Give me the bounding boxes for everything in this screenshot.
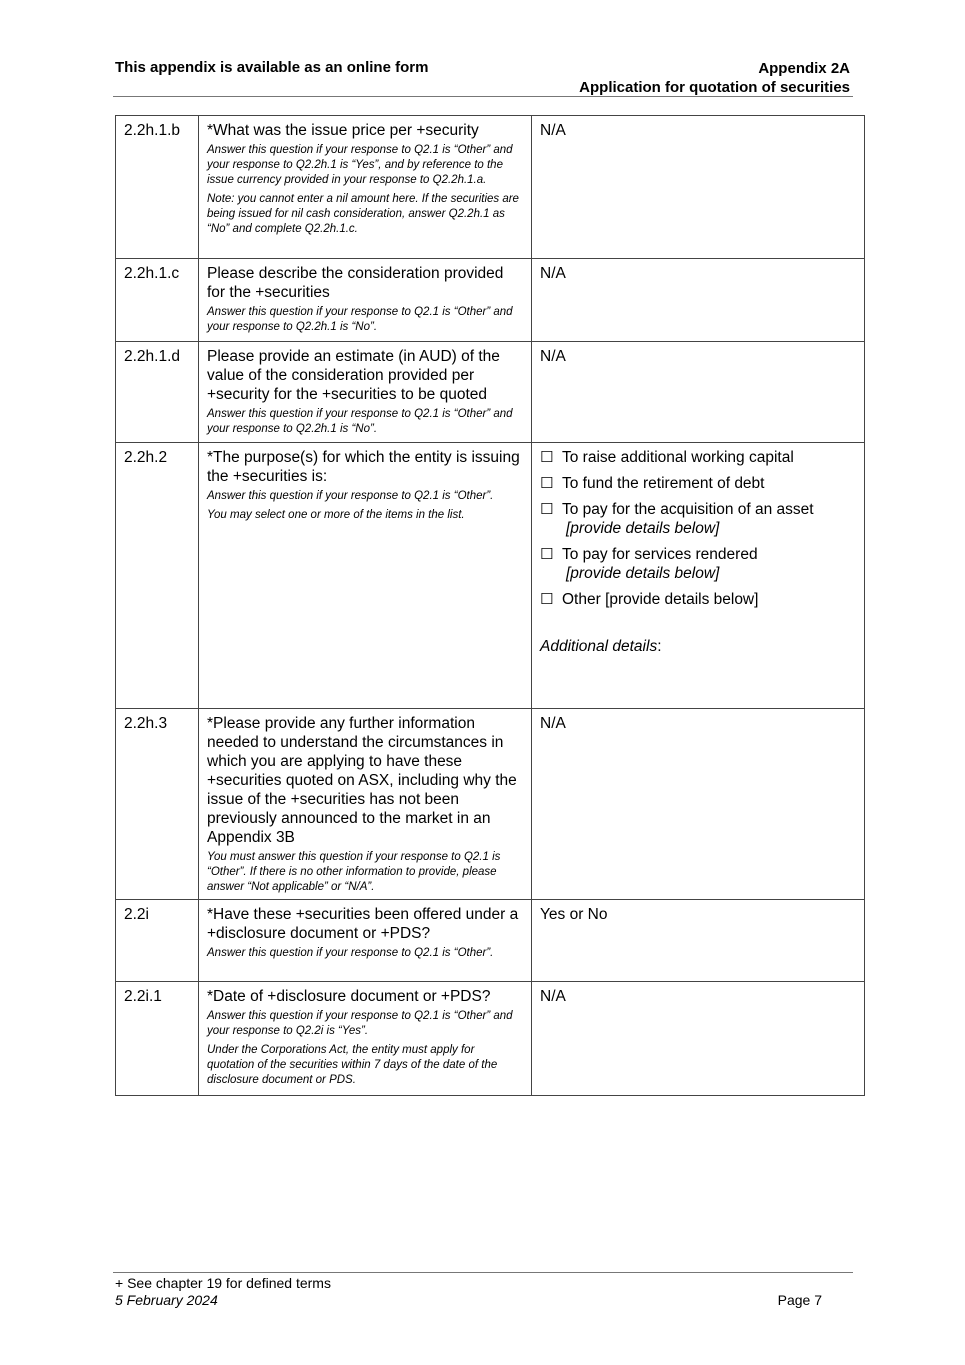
footer-note: + See chapter 19 for defined terms <box>115 1275 331 1291</box>
option-detail: [provide details below] <box>566 520 720 537</box>
footer-date: 5 February 2024 <box>115 1292 218 1308</box>
option-label: Other [provide details below] <box>562 591 759 608</box>
question-cell <box>199 900 532 982</box>
answer-cell[interactable]: N/A <box>532 342 865 443</box>
question-note: Answer this question if your response to Q2.1 is “Other” and your response to Q2.2h.1 is “No”. <box>207 306 513 333</box>
question-cell <box>199 116 532 259</box>
question-id: 2.2h.2 <box>116 443 199 709</box>
answer-cell[interactable]: N/A <box>532 116 865 259</box>
header-divider <box>113 96 853 97</box>
question-id: 2.2i.1 <box>116 982 199 1096</box>
question-cell <box>199 709 532 900</box>
question-cell <box>199 259 532 342</box>
header-appendix <box>430 59 850 97</box>
option-label: To raise additional working capital <box>562 449 794 466</box>
answer-cell[interactable]: N/A <box>532 709 865 900</box>
question-cell <box>199 342 532 443</box>
additional-details[interactable] <box>540 637 856 656</box>
question-note: Answer this question if your response to Q2.1 is “Other” and your response to Q2.2h.1 is “No”. <box>207 408 513 435</box>
question-text: Please describe the consideration provided for the +securities <box>207 265 504 301</box>
question-text: *Have these +securities been offered under a +disclosure document or +PDS? <box>207 906 519 942</box>
table-row <box>116 342 865 443</box>
header-title: This appendix is available as an online form <box>115 59 429 76</box>
question-id: 2.2i <box>116 900 199 982</box>
purpose-option-services[interactable] <box>540 545 856 583</box>
answer-cell <box>532 443 865 709</box>
checkbox-icon[interactable]: ☐ <box>540 501 554 518</box>
purpose-option-retire-debt[interactable] <box>540 474 856 493</box>
table-row <box>116 259 865 342</box>
page-number: Page 7 <box>777 1292 822 1308</box>
table-row <box>116 709 865 900</box>
purpose-option-working-capital[interactable] <box>540 448 856 467</box>
form-table <box>115 115 865 1096</box>
question-note: Answer this question if your response to Q2.1 is “Other” and your response to Q2.2h.1 is “Yes”, and by reference to the issue currency provided in your response to Q2.2h.1.a. <box>207 144 513 186</box>
checkbox-icon[interactable]: ☐ <box>540 546 554 563</box>
question-note: Note: you cannot enter a nil amount here. If the securities are being issued for nil cash consideration, answer Q2.2h.1 as “No” and complete Q2.2h.1.c. <box>207 193 519 235</box>
question-cell <box>199 982 532 1096</box>
question-id: 2.2h.1.c <box>116 259 199 342</box>
question-text: *Please provide any further information needed to understand the circumstances in which you are applying to have these +securities quoted on ASX, including why the issue of the +securities has not been previously announced to the market in an Appendix 3B <box>207 715 517 846</box>
appendix-subtitle: Application for quotation of securities <box>579 79 850 96</box>
question-cell <box>199 443 532 709</box>
question-id: 2.2h.1.b <box>116 116 199 259</box>
checkbox-icon[interactable]: ☐ <box>540 591 554 608</box>
question-note: Answer this question if your response to Q2.1 is “Other”. <box>207 490 494 502</box>
checkbox-icon[interactable]: ☐ <box>540 449 554 466</box>
checkbox-icon[interactable]: ☐ <box>540 475 554 492</box>
question-note: Answer this question if your response to Q2.1 is “Other” and your response to Q2.2i is “Yes”. <box>207 1010 513 1037</box>
question-note: Answer this question if your response to Q2.1 is “Other”. <box>207 947 494 959</box>
answer-cell[interactable]: N/A <box>532 982 865 1096</box>
footer-left <box>115 1275 331 1309</box>
question-text: *What was the issue price per +security <box>207 122 479 139</box>
option-label: To pay for the acquisition of an asset <box>562 501 814 518</box>
question-text: *The purpose(s) for which the entity is issuing the +securities is: <box>207 449 520 485</box>
table-row <box>116 116 865 259</box>
question-id: 2.2h.1.d <box>116 342 199 443</box>
question-note: You must answer this question if your response to Q2.1 is “Other”. If there is no other information to provide, please answer “Not applicable” or “N/A”. <box>207 851 501 893</box>
option-label: To fund the retirement of debt <box>562 475 765 492</box>
option-label: To pay for services rendered <box>562 546 758 563</box>
option-detail: [provide details below] <box>566 565 720 582</box>
table-row <box>116 982 865 1096</box>
question-text: *Date of +disclosure document or +PDS? <box>207 988 491 1005</box>
purpose-option-other[interactable] <box>540 590 856 609</box>
answer-cell[interactable]: N/A <box>532 259 865 342</box>
table-row <box>116 900 865 982</box>
additional-details-colon: : <box>657 638 662 655</box>
additional-details-label: Additional details <box>540 638 658 655</box>
question-note: Under the Corporations Act, the entity must apply for quotation of the securities within 7 days of the date of the disclosure document or PDS. <box>207 1044 498 1086</box>
appendix-label: Appendix 2A <box>758 60 850 77</box>
purpose-option-acquire-asset[interactable] <box>540 500 856 538</box>
question-id: 2.2h.3 <box>116 709 199 900</box>
answer-cell[interactable]: Yes or No <box>532 900 865 982</box>
question-note: You may select one or more of the items in the list. <box>207 509 465 521</box>
footer-divider <box>113 1272 853 1273</box>
table-row <box>116 443 865 709</box>
question-text: Please provide an estimate (in AUD) of the value of the consideration provided per +security for the +securities to be quoted <box>207 348 500 403</box>
